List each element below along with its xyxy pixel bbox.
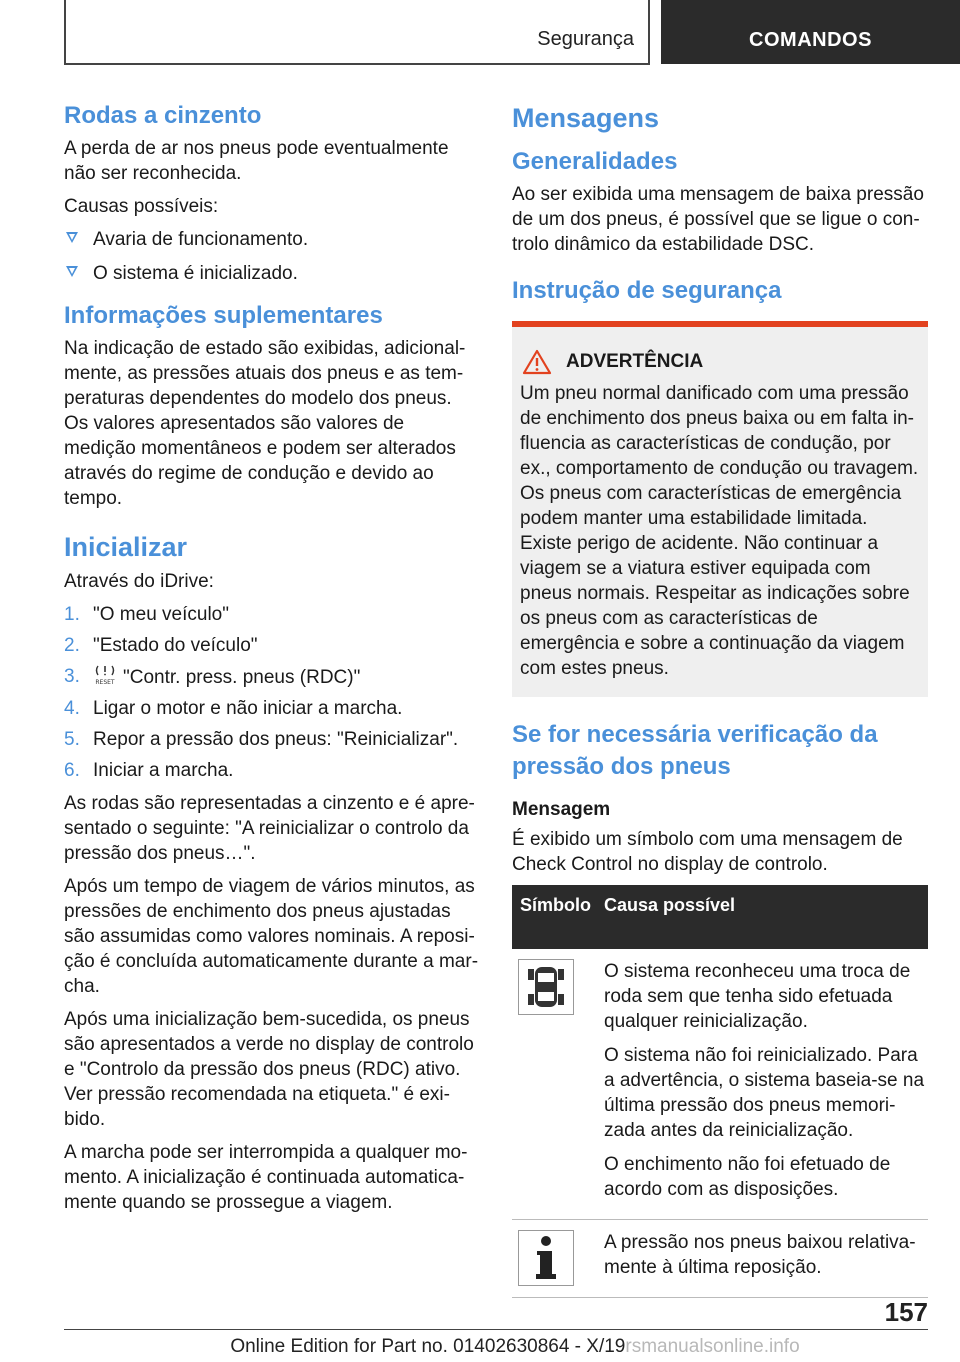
car-wheels-icon bbox=[518, 959, 574, 1015]
warning-header bbox=[520, 349, 920, 375]
right-column bbox=[512, 100, 928, 1298]
header-rule-mid bbox=[648, 0, 650, 64]
info-icon bbox=[518, 1230, 574, 1286]
paragraph: Após uma inicialização bem-sucedida, os pneus são apresentados a verde no display de controlo e "Controlo da pressão dos pneus (RDC) ativo. Ver pressão recomendada na etiqueta." é exibido. bbox=[64, 1009, 474, 1130]
triangle-bullet-icon bbox=[66, 266, 78, 277]
watermark: rsmanualsonline.info bbox=[625, 1336, 800, 1357]
warning-text: Um pneu normal danificado com uma pressão de enchimento dos pneus baixa ou em falta influencia as características de condução, por ex., comportamento de condução ou travagem. Os pneus com características de emergência podem manter uma estabilidade limitada. Existe perigo de acidente. Não continuar a viagem se a viatura estiver equipada com pneus normais. Respeitar as indicações sobre os pneus com as características de emergência e sobre a continuação da viagem com estes pneus. bbox=[520, 383, 919, 679]
table-row bbox=[512, 1220, 928, 1298]
table-header bbox=[512, 885, 928, 949]
list-item: 6. Iniciar a marcha. bbox=[64, 760, 234, 781]
list-item: O sistema é inicializado. bbox=[64, 261, 478, 286]
paragraph: É exibido um símbolo com uma mensagem de Check Control no display de controlo. bbox=[512, 829, 903, 875]
paragraph: Ao ser exibida uma mensagem de baixa pressão de um dos pneus, é possível que se ligue o controlo dinâmico da estabilidade DSC. bbox=[512, 184, 924, 255]
header-chapter-tab[interactable]: COMANDOS bbox=[661, 0, 960, 64]
cause-text: O sistema reconheceu uma troca de roda sem que tenha sido efetuada qualquer reinicialização. bbox=[604, 961, 911, 1032]
paragraph: A marcha pode ser interrompida a qualquer momento. A inicialização é continuada automaticamente quando se prossegue a viagem. bbox=[64, 1142, 468, 1213]
symbol-table bbox=[512, 885, 928, 1298]
column-header-cause: Causa possível bbox=[604, 895, 736, 915]
steps-list bbox=[64, 602, 478, 783]
warning-title: ADVERTÊNCIA bbox=[566, 351, 704, 372]
cause-text: O enchimento não foi efetuado de acordo com as disposições. bbox=[604, 1154, 891, 1200]
list-item: Avaria de funcionamento. bbox=[64, 227, 478, 252]
tire-reset-icon bbox=[93, 664, 117, 686]
cause-text: A pressão nos pneus baixou relativamente à última reposição. bbox=[604, 1232, 916, 1278]
warning-triangle-icon bbox=[522, 349, 552, 375]
header-section-label: Segurança bbox=[537, 28, 634, 50]
heading-grey-wheels: Rodas a cinzento bbox=[64, 102, 262, 129]
list-item: 5. Repor a pressão dos pneus: "Reinicializar". bbox=[64, 729, 459, 750]
heading-safety: Instrução de segurança bbox=[512, 277, 782, 304]
left-column bbox=[64, 100, 478, 1223]
list-item: 1. "O meu veículo" bbox=[64, 604, 229, 625]
footer-rule bbox=[64, 1329, 928, 1330]
header-rule-left bbox=[64, 0, 66, 64]
header-underline bbox=[64, 63, 650, 65]
heading-pressure-check: Se for necessária verificação da pressão dos pneus bbox=[512, 721, 878, 780]
paragraph: As rodas são representadas a cinzento e é apresentado o seguinte: "A reinicializar o controlo da pressão dos pneus…". bbox=[64, 793, 475, 864]
table-row bbox=[512, 949, 928, 1220]
heading-messages: Mensagens bbox=[512, 103, 660, 133]
footer-edition: Online Edition for Part no. 01402630864 - X/19rsmanualsonline.info bbox=[230, 1336, 800, 1357]
paragraph: Na indicação de estado são exibidas, adicionalmente, as pressões atuais dos pneus e as temperaturas dependentes do modelo dos pneus. Os valores apresentados são valores de medição momentâneos e podem ser alterados através do regime de condução e devido ao tempo. bbox=[64, 338, 466, 509]
list-item: 3. RESET "Contr. press. pneus (RDC)" bbox=[64, 666, 361, 688]
heading-initialize: Inicializar bbox=[64, 532, 188, 562]
warning-box bbox=[512, 321, 928, 697]
paragraph: Através do iDrive: bbox=[64, 571, 214, 592]
page-number: 157 bbox=[884, 1297, 928, 1327]
list-item: 4. Ligar o motor e não iniciar a marcha. bbox=[64, 698, 403, 719]
causes-list bbox=[64, 227, 478, 286]
list-item: 2. "Estado do veículo" bbox=[64, 635, 258, 656]
paragraph: Após um tempo de viagem de vários minutos, as pressões de enchimento dos pneus ajustadas são assumidas como valores nominais. A reposição é concluída automaticamente durante a marcha. bbox=[64, 876, 479, 997]
svg-text:RESET: RESET bbox=[95, 679, 115, 686]
paragraph: A perda de ar nos pneus pode eventualmente não ser reconhecida. bbox=[64, 138, 449, 184]
cause-text: O sistema não foi reinicializado. Para a advertência, o sistema baseia-se na última pressão dos pneus memorizada antes da reinicialização. bbox=[604, 1045, 925, 1141]
triangle-bullet-icon bbox=[66, 232, 78, 243]
heading-message: Mensagem bbox=[512, 799, 611, 820]
heading-additional-info: Informações suplementares bbox=[64, 302, 383, 329]
heading-general: Generalidades bbox=[512, 148, 678, 175]
column-header-symbol: Símbolo bbox=[520, 895, 591, 915]
paragraph: Causas possíveis: bbox=[64, 196, 219, 217]
